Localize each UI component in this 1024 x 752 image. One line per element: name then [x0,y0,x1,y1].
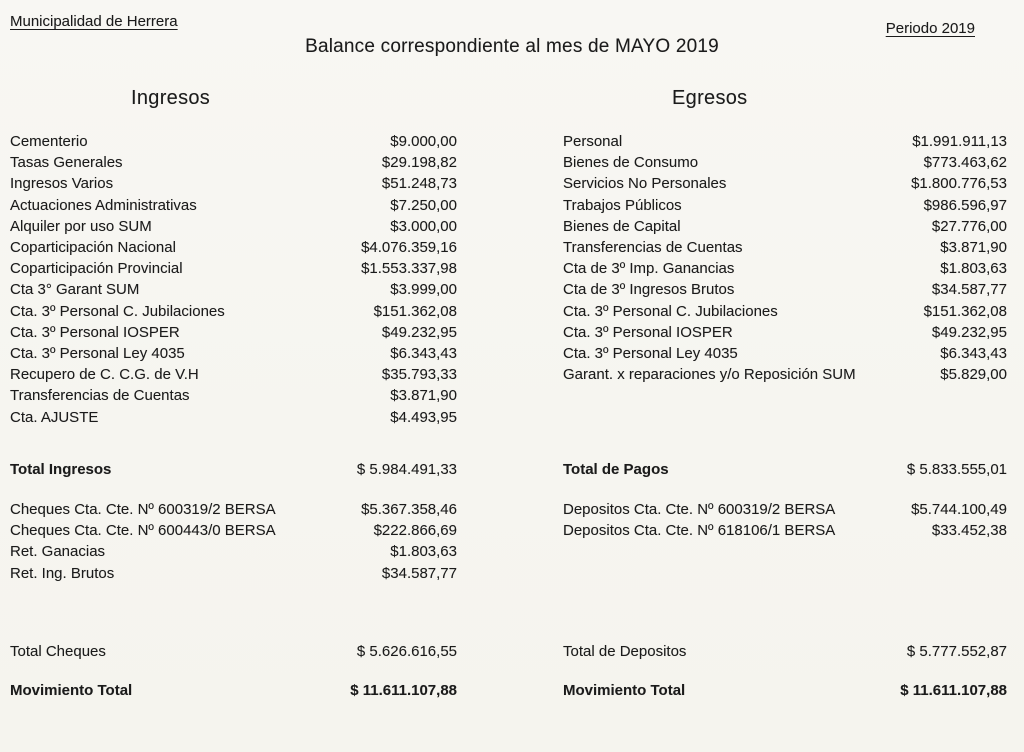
row-value: $3.999,00 [390,281,457,299]
egresos-item-row [563,279,1007,300]
ingresos-item-row [10,322,457,343]
ingresos-item-row [10,195,457,216]
row-value: $6.343,43 [940,345,1007,363]
total-cheques-value: $ 5.626.616,55 [356,643,457,660]
row-value: $33.452,38 [931,522,1007,540]
period-label: Periodo 2019 [885,20,975,37]
total-pagos-label: Total de Pagos [563,461,669,478]
total-ingresos-label: Total Ingresos [10,461,112,478]
organization-name: Municipalidad de Herrera [10,13,178,30]
row-label: Ret. Ganacias [10,543,106,561]
depositos-item-row [563,520,1007,541]
row-label: Cheques Cta. Cte. Nº 600443/0 BERSA [10,522,276,540]
cheques-item-row [10,499,457,520]
ingresos-item-row [10,131,457,152]
row-label: Cta. 3º Personal C. Jubilaciones [563,302,778,320]
total-ingresos-row [10,459,457,480]
row-label: Cta. 3º Personal IOSPER [10,323,180,341]
row-value: $5.367.358,46 [361,501,457,518]
egresos-item-row [563,131,1007,152]
total-pagos-row [563,459,1007,480]
row-label: Transferencias de Cuentas [10,387,190,405]
row-label: Cementerio [10,133,88,150]
egresos-item-row [563,173,1007,194]
row-value: $1.553.337,98 [361,260,457,278]
row-value: $3.871,90 [940,239,1007,257]
ingresos-item-row [10,364,457,385]
row-value: $5.829,00 [940,366,1007,384]
row-value: $222.866,69 [373,522,457,540]
ingresos-item-row [10,152,457,173]
row-label: Transferencias de Cuentas [563,239,743,257]
total-ingresos-value: $ 5.984.491,33 [356,461,457,478]
ingresos-item-row [10,385,457,406]
row-value: $29.198,82 [381,154,457,172]
row-label: Alquiler por uso SUM [10,217,152,235]
row-value: $986.596,97 [923,196,1007,214]
movimiento-total-value: $ 11.611.107,88 [350,682,457,699]
egresos-item-row [563,216,1007,237]
row-label: Cta de 3º Ingresos Brutos [563,281,735,299]
egresos-items-list [563,131,1007,385]
row-value: $9.000,00 [390,133,457,150]
egresos-heading: Egresos [672,87,748,109]
row-label: Bienes de Consumo [563,154,699,172]
row-value: $35.793,33 [381,366,457,384]
total-depositos-row [563,641,1007,662]
ingresos-item-row [10,173,457,194]
egresos-item-row [563,301,1007,322]
egresos-item-row [563,152,1007,173]
row-value: $51.248,73 [381,175,457,193]
cheques-item-row [10,520,457,541]
ingresos-items-list [10,131,457,428]
ingresos-item-row [10,301,457,322]
ingresos-item-row [10,407,457,428]
total-depositos-value: $ 5.777.552,87 [906,643,1007,660]
total-depositos-label: Total de Depositos [563,643,687,660]
movimiento-total-value: $ 11.611.107,88 [900,682,1007,699]
row-label: Cta. 3º Personal Ley 4035 [10,345,185,363]
movimiento-total-egresos-row [563,680,1007,701]
total-cheques-label: Total Cheques [10,643,106,660]
row-label: Cta. 3º Personal IOSPER [563,323,733,341]
row-value: $4.493,95 [390,408,457,426]
egresos-item-row [563,364,1007,385]
total-cheques-row [10,641,457,662]
row-value: $27.776,00 [931,217,1007,235]
row-label: Recupero de C. C.G. de V.H [10,366,199,384]
row-label: Cta. 3º Personal C. Jubilaciones [10,302,225,320]
row-value: $1.800.776,53 [911,175,1007,193]
row-value: $34.587,77 [931,281,1007,299]
row-label: Ingresos Varios [10,175,114,193]
document-title: Balance correspondiente al mes de MAYO 2019 [305,36,719,57]
row-value: $151.362,08 [373,302,457,320]
movimiento-total-label: Movimiento Total [563,682,686,699]
row-value: $34.587,77 [381,564,457,582]
row-value: $1.803,63 [940,260,1007,278]
row-label: Ret. Ing. Brutos [10,564,115,582]
cheques-item-row [10,563,457,584]
egresos-item-row [563,258,1007,279]
row-label: Cta de 3º Imp. Ganancias [563,260,735,278]
egresos-item-row [563,322,1007,343]
row-value: $1.991.911,13 [912,133,1007,150]
row-value: $151.362,08 [923,302,1007,320]
row-label: Cheques Cta. Cte. Nº 600319/2 BERSA [10,501,276,518]
egresos-item-row [563,343,1007,364]
row-value: $3.871,90 [390,387,457,405]
row-label: Tasas Generales [10,154,123,172]
row-label: Cta. AJUSTE [10,408,99,426]
movimiento-total-label: Movimiento Total [10,682,133,699]
row-value: $49.232,95 [381,323,457,341]
ingresos-item-row [10,237,457,258]
ingresos-item-row [10,279,457,300]
total-pagos-value: $ 5.833.555,01 [906,461,1007,478]
row-label: Actuaciones Administrativas [10,196,197,214]
row-value: $49.232,95 [931,323,1007,341]
ingresos-heading: Ingresos [131,87,211,109]
row-value: $5.744.100,49 [911,501,1007,518]
row-value: $7.250,00 [390,196,457,214]
row-label: Servicios No Personales [563,175,727,193]
row-label: Coparticipación Nacional [10,239,176,257]
row-label: Bienes de Capital [563,217,681,235]
row-value: $3.000,00 [390,217,457,235]
row-label: Coparticipación Provincial [10,260,183,278]
row-label: Depositos Cta. Cte. Nº 600319/2 BERSA [563,501,836,518]
egresos-item-row [563,195,1007,216]
cheques-item-row [10,541,457,562]
row-value: $773.463,62 [923,154,1007,172]
ingresos-item-row [10,216,457,237]
row-value: $6.343,43 [390,345,457,363]
cheques-items-list [10,499,457,584]
ingresos-item-row [10,258,457,279]
row-label: Cta 3° Garant SUM [10,281,140,299]
row-label: Garant. x reparaciones y/o Reposición SUM [563,366,856,384]
depositos-item-row [563,499,1007,520]
egresos-item-row [563,237,1007,258]
row-value: $1.803,63 [390,543,457,561]
row-value: $4.076.359,16 [361,239,457,257]
row-label: Cta. 3º Personal Ley 4035 [563,345,738,363]
depositos-items-list [563,499,1007,541]
ingresos-item-row [10,343,457,364]
movimiento-total-ingresos-row [10,680,457,701]
row-label: Trabajos Públicos [563,196,682,214]
row-label: Personal [563,133,623,150]
row-label: Depositos Cta. Cte. Nº 618106/1 BERSA [563,522,836,540]
